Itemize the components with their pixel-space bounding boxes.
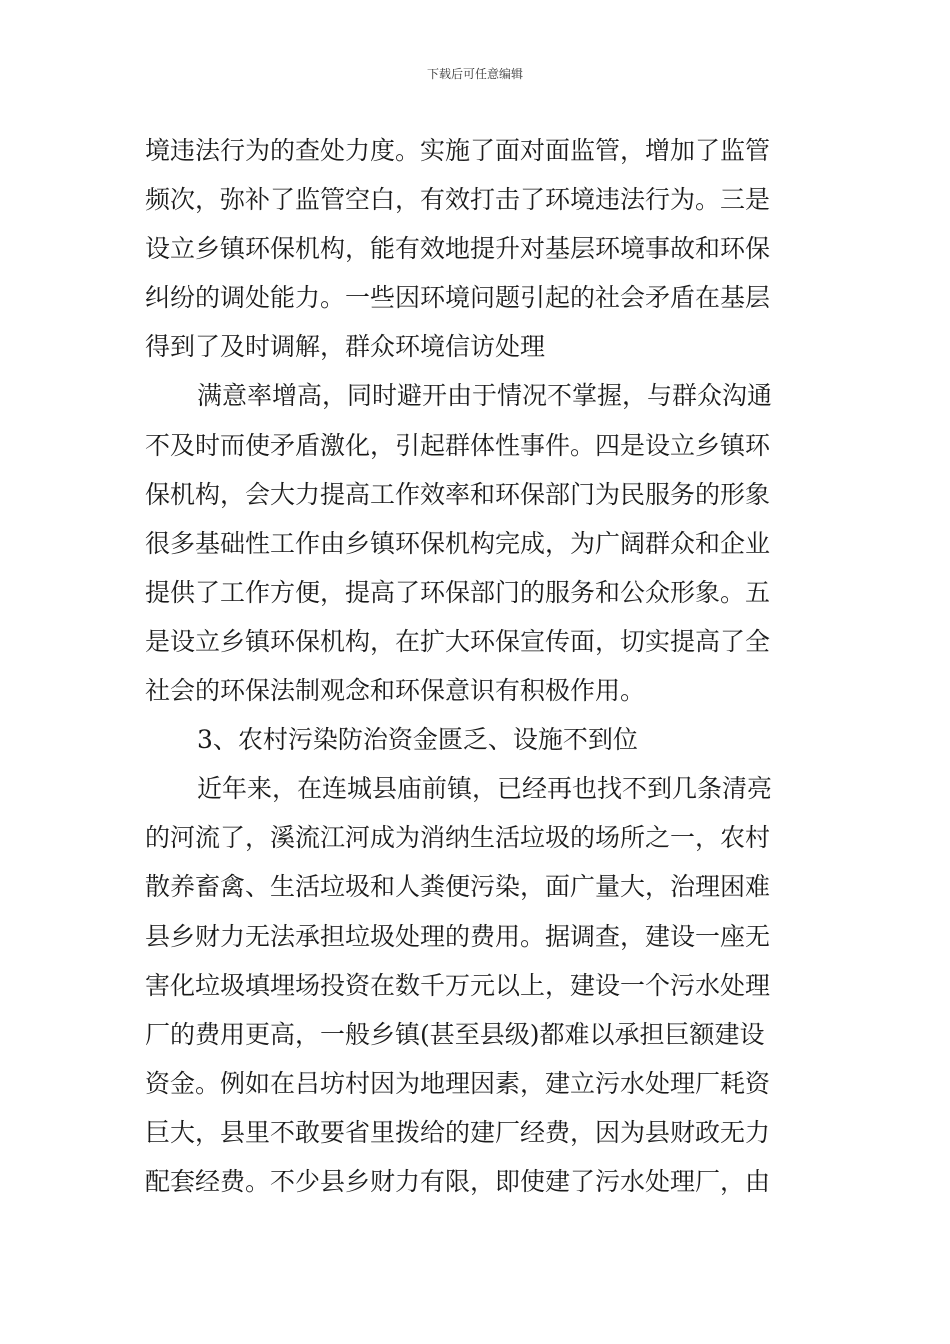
text-line: 县乡财力无法承担垃圾处理的费用。据调查，建设一座无 [145,921,771,951]
text-line: 资金。例如在吕坊村因为地理因素，建立污水处理厂耗资 [145,1068,771,1098]
text-line: 配套经费。不少县乡财力有限，即使建了污水处理厂，由 [145,1166,771,1196]
text-line: 提供了工作方便，提高了环保部门的服务和公众形象。五 [145,577,771,607]
text-line: 境违法行为的查处力度。实施了面对面监管，增加了监管 [145,136,771,165]
text-line: 厂的费用更高，一般乡镇(甚至县级)都难以承担巨额建设 [145,1019,765,1049]
text-line: 散养畜禽、生活垃圾和人粪便污染，面广量大，治理困难 [145,872,771,902]
text-line: 设立乡镇环保机构，能有效地提升对基层环境事故和环保 [145,234,771,264]
paragraph-first-line: 满意率增高，同时避开由于情况不掌握，与群众沟通 [197,381,773,411]
text-line: 纠纷的调处能力。一些因环境问题引起的社会矛盾在基层 [145,283,771,313]
section-heading: 3、农村污染防治资金匮乏、设施不到位 [197,725,638,755]
document-body [145,126,810,1206]
text-line: 的河流了，溪流江河成为消纳生活垃圾的场所之一，农村 [145,823,771,853]
paragraph-first-line: 近年来，在连城县庙前镇，已经再也找不到几条清亮 [197,774,773,804]
text-line: 是设立乡镇环保机构，在扩大环保宣传面，切实提高了全 [145,626,771,656]
page-header-note: 下载后可任意编辑 [426,67,523,81]
text-line: 频次，弥补了监管空白，有效打击了环境违法行为。三是 [145,185,771,215]
text-line: 巨大，县里不敢要省里拨给的建厂经费，因为县财政无力 [145,1117,771,1147]
text-line: 保机构，会大力提高工作效率和环保部门为民服务的形象 [145,479,771,509]
text-line: 很多基础性工作由乡镇环保机构完成，为广阔群众和企业 [145,528,771,558]
text-line: 社会的环保法制观念和环保意识有积极作用。 [145,676,646,706]
text-line: 得到了及时调解，群众环境信访处理 [145,332,546,362]
text-line: 不及时而使矛盾激化，引起群体性事件。四是设立乡镇环 [145,430,771,460]
text-line: 害化垃圾填埋场投资在数千万元以上，建设一个污水处理 [145,970,771,1000]
